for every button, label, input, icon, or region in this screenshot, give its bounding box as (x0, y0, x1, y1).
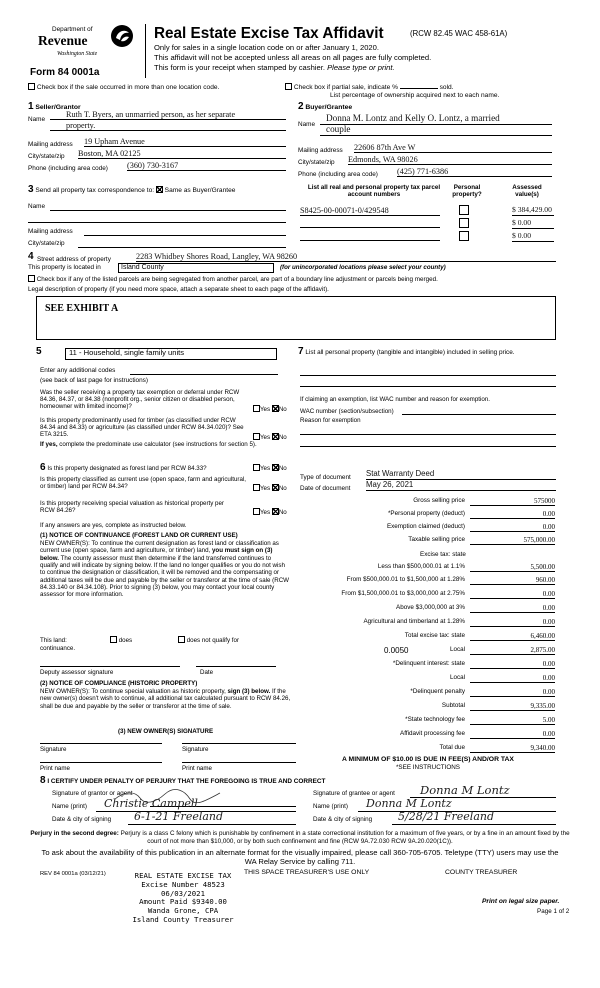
wac-label: WAC number (section/subsection) (300, 408, 394, 415)
fee-subtotal-value[interactable]: 9,335.00 (470, 702, 555, 711)
stamp-line-3: 06/03/2021 (161, 888, 205, 898)
section7-label: List all personal property (tangible and intangible) included in selling price. (305, 349, 515, 356)
stamp-line-4: Amount Paid $9340.00 (139, 897, 227, 907)
fee-tier4-label: Above $3,000,000 at 3% (396, 604, 465, 611)
same-as-buyer-label: Same as Buyer/Grantee (164, 187, 236, 194)
street-label: Street address of property (37, 256, 111, 263)
doc-date-label: Date of document (300, 485, 351, 492)
notice2-title: (2) NOTICE OF COMPLIANCE (HISTORIC PROPERTY) (40, 680, 198, 687)
form-title: Real Estate Excise Tax Affidavit (154, 25, 384, 42)
rev-number: REV 84 0001a (03/12/21) (40, 871, 106, 877)
section6-q1-answer[interactable] (253, 464, 287, 472)
new-owner-print-2-label: Print name (182, 765, 212, 772)
treasurer-use-label: THIS SPACE TREASURER'S USE ONLY (244, 869, 370, 876)
minimum-note: A MINIMUM OF $10.00 IS DUE IN FEE(S) AND/OR TAX (342, 756, 514, 763)
section8-heading (40, 775, 325, 787)
q2-yes-label: Yes (260, 434, 271, 441)
section3-name[interactable] (50, 210, 286, 211)
fee-tier1-label: Less than $500,000.01 at 1.1% (377, 563, 465, 570)
fee-delinq-local-label: Local (449, 674, 465, 681)
personal-property-checkbox-2[interactable] (459, 231, 469, 241)
buyer-mail-label: Mailing address (298, 147, 343, 154)
fee-subtotal (300, 702, 555, 713)
fee-delinq-state (300, 660, 555, 671)
header-line3-text: This form is your receipt when stamped by cashier. (154, 63, 325, 72)
q1-yes-checkbox[interactable] (253, 405, 260, 412)
wac-number[interactable] (402, 414, 556, 415)
fee-local (300, 646, 555, 657)
buyer-name-line2[interactable]: couple (320, 124, 552, 136)
buyer-heading-no: 2 (298, 101, 304, 112)
land-does-label: does (118, 637, 133, 644)
fee-tier1-value[interactable]: 5,500.00 (470, 563, 555, 572)
deputy-date-label: Date (200, 669, 214, 676)
fee-tech-label: *State technology fee (405, 716, 465, 723)
section3-heading (28, 184, 235, 196)
buyer-city[interactable]: Edmonds, WA 98026 (348, 155, 552, 165)
perjury-text: Perjury is a class C felony which is punishable by confinement in a state correctional institution for a maximum of five years, or by a fine in an amount fixed by the court of not more than $10,000, or by both such confinement and fine (RCW 9A.72.030 RCW 9A.20.020(1C)). (120, 830, 570, 845)
seller-heading-label: Seller/Grantor (35, 104, 81, 111)
section3-mail[interactable] (84, 235, 286, 236)
header-line3 (154, 64, 395, 73)
stamp-line-6: Island County Treasurer (132, 914, 234, 924)
section8-no: 8 (40, 775, 46, 786)
land-does-not-check[interactable] (178, 636, 239, 644)
s6q2-no-label: No (278, 485, 287, 492)
local-rate: 0.0050 (384, 646, 409, 655)
grantor-date-city[interactable]: 6-1-21 Freeland (128, 811, 296, 825)
dept-line1: Department of (52, 26, 93, 33)
q1-yes-label: Yes (260, 406, 271, 413)
page-number: Page 1 of 2 (537, 908, 570, 915)
s6q3-yes-label: Yes (260, 509, 271, 516)
section6-q1 (40, 462, 207, 474)
fee-taxable (300, 536, 555, 547)
s6q1-yes-label: Yes (260, 465, 271, 472)
fee-delinq-penalty-value[interactable]: 0.00 (470, 688, 555, 697)
partial-sale-label: Check box if partial sale, indicate % (293, 84, 398, 91)
seller-mail-label: Mailing address (28, 141, 73, 148)
s6q1-no-checkbox[interactable] (272, 464, 279, 471)
notice2-body-b: sign (3) below. (227, 688, 271, 695)
buyer-phone[interactable]: (425) 771-6386 (397, 167, 552, 177)
list-pct-note: List percentage of ownership acquired next to each name. (330, 92, 500, 99)
same-as-buyer-checkbox[interactable] (156, 186, 163, 193)
multi-location-check[interactable] (28, 83, 219, 92)
personal-property-checkbox-1[interactable] (459, 218, 469, 228)
section6-if-any: If any answers are yes, complete as instructed below. (40, 522, 187, 529)
doc-date[interactable]: May 26, 2021 (366, 481, 556, 491)
section5-q1-answer[interactable] (253, 405, 287, 413)
personal-property-checkbox-0[interactable] (459, 205, 469, 215)
state-name: Washington State (57, 51, 98, 57)
buyer-name-label: Name (298, 121, 316, 128)
section3-label: Send all property tax correspondence to: (35, 187, 155, 194)
section6-q2: Is this property classified as current use (open space, farm and agricultural, or timber) land per RCW 84.34? (40, 476, 247, 491)
new-owner-signature-2[interactable] (182, 743, 296, 744)
fee-local-value[interactable]: 2,875.00 (470, 646, 555, 655)
section7-heading (298, 346, 556, 358)
partial-sale-check[interactable] (285, 83, 454, 92)
legal-paper-note: Print on legal size paper. (482, 898, 560, 905)
fee-affidavit-label: Affidavit processing fee (400, 730, 465, 737)
reason-line-2[interactable] (300, 446, 556, 447)
personal-property-line-1[interactable] (300, 375, 556, 376)
buyer-heading-label: Buyer/Grantee (305, 104, 353, 111)
segregate-check[interactable] (28, 275, 438, 283)
fee-exemption (300, 523, 555, 534)
land-does-not-checkbox[interactable] (178, 636, 185, 643)
new-owner-signature-2-label: Signature (182, 746, 209, 753)
fee-total-due (300, 744, 555, 755)
availability-notice: To ask about the availability of this publication in an alternate format for the visually impaired, please call 360-705-6705. Teletype (TTY) users may use the WA Relay Service by calling 711. (41, 848, 559, 867)
q1-no-checkbox[interactable] (272, 405, 279, 412)
reason-label: Reason for exemption (300, 417, 361, 424)
seller-heading-no: 1 (28, 101, 34, 112)
section8-certify: I CERTIFY UNDER PENALTY OF PERJURY THAT THE FOREGOING IS TRUE AND CORRECT (47, 778, 326, 785)
s6q2-yes-label: Yes (260, 485, 271, 492)
perjury-heading: Perjury in the second degree: (30, 830, 119, 837)
segregate-label: Check box if any of the listed parcels are being segregated from another parcel, are part of a boundary line adjustment or parcels being merged. (36, 276, 438, 283)
fee-tier5-label: Agricultural and timberland at 1.28% (363, 618, 465, 625)
county-select[interactable]: Island County (118, 263, 274, 273)
header-line2: This affidavit will not be accepted unless all areas on all pages are fully completed. (154, 53, 432, 62)
fee-total-excise-label: Total excise tax: state (404, 632, 465, 639)
continuance-label: continuance. (40, 645, 76, 652)
section3-name-2[interactable] (28, 222, 286, 223)
s6q1-no-label: No (278, 465, 287, 472)
doc-type-label: Type of document (300, 474, 351, 481)
fee-total-excise-value[interactable]: 6,460.00 (470, 632, 555, 641)
seller-name-line2[interactable]: property. (50, 121, 286, 131)
s6q3-no-checkbox[interactable] (272, 508, 279, 515)
located-label: This property is located in (28, 264, 101, 271)
fee-tier5-value[interactable]: 0.00 (470, 618, 555, 627)
grantee-name-label: Name (print) (313, 803, 348, 810)
fee-delinq-penalty (300, 688, 555, 699)
new-owner-signature-1[interactable] (40, 743, 162, 744)
notice1-body-c: The county assessor must then determine if the land transferred continues to qualify and will indicate by signing below. If the land no longer qualifies or you do not wish to continue the designation or classification, it will be removed and the compensating or additional taxes will be due and payable by the seller or transferor at the time of sale (RCW 84.33.140 or 84.34.108). Prior to signing (3) below, you may contact your local county assessor for more information. (40, 554, 290, 599)
wa-state-logo-icon (110, 24, 134, 48)
section3-mail-label: Mailing address (28, 228, 73, 235)
fee-tier4-value[interactable]: 0.00 (470, 604, 555, 613)
land-does-not-label: does not qualify for (186, 637, 240, 644)
fee-total-due-value[interactable]: 9,340.00 (470, 744, 555, 753)
dept-line2: Revenue (38, 33, 88, 48)
grantee-signature[interactable]: Donna M Lontz (410, 784, 556, 798)
section4-no: 4 (28, 251, 34, 262)
seller-name-label: Name (28, 116, 46, 123)
fee-personal-label: *Personal property (deduct) (387, 510, 465, 517)
s6q3-yes-checkbox[interactable] (253, 508, 260, 515)
q2-no-checkbox[interactable] (272, 433, 279, 440)
reason-line-1[interactable] (300, 434, 556, 435)
section5-q1: Was the seller receiving a property tax exemption or deferral under RCW 84.36, 84.37, or 84.38 (nonprofit org., senior citizen or disabled person, homeowner with limited income)? (40, 389, 240, 411)
additional-codes[interactable] (130, 374, 278, 375)
stamp-line-2: Excise Number 48523 (141, 879, 225, 889)
fee-taxable-value[interactable]: 575,000.00 (470, 536, 555, 545)
grantor-sig-label: Signature of grantor or agent (52, 790, 133, 797)
county-note: (for unincorporated locations please select your county) (280, 264, 446, 271)
fee-delinq-state-label: *Delinquent interest: state (392, 660, 465, 667)
fee-tier2-label: From $500,000.01 to $1,500,000 at 1.28% (346, 576, 465, 583)
section6-no: 6 (40, 462, 46, 473)
buyer-city-label: City/state/zip (298, 159, 335, 166)
notice2-body-a: NEW OWNER(S): To continue special valuation as historic property, (40, 688, 226, 695)
fee-gross (300, 497, 555, 508)
fee-gross-value[interactable]: 575000 (470, 497, 555, 506)
section6-q2-answer[interactable] (253, 484, 287, 492)
section5-q2-answer[interactable] (253, 433, 287, 441)
stamp-line-5: Wanda Grone, CPA (147, 906, 219, 915)
fee-total-due-label: Total due (439, 744, 465, 751)
seller-phone[interactable]: (360) 730-3167 (127, 161, 286, 171)
section7-no: 7 (298, 346, 304, 357)
land-does-checkbox[interactable] (110, 636, 117, 643)
treasurer-stamp (118, 872, 248, 925)
fee-delinq-state-value[interactable]: 0.00 (470, 660, 555, 669)
fee-tech-value[interactable]: 5.00 (470, 716, 555, 725)
assessed-value-1[interactable]: $ 0.00 (512, 219, 554, 229)
q1-no-label: No (278, 406, 287, 413)
deputy-date-line[interactable] (196, 666, 276, 667)
buyer-phone-label: Phone (including area code) (298, 171, 378, 178)
notice1-body-a: NEW OWNER(S): To continue the current designation as forest land or classification as current use (open space, farm and agriculture, or timber) land, (40, 540, 279, 555)
partial-sale-sold: sold. (439, 84, 454, 91)
assessed-value-2[interactable]: $ 0.00 (512, 232, 554, 242)
fee-affidavit-value[interactable]: 0.00 (470, 730, 555, 739)
section5-q2: Is this property predominantly used for timber (as classified under RCW 84.34 and 84.33) or agriculture (as classified under RCW 84.34.020)? See ETA 3215. (40, 417, 244, 439)
partial-sale-checkbox[interactable] (285, 83, 292, 90)
personal-property-line-2[interactable] (300, 386, 556, 387)
parcel-number-2[interactable] (300, 232, 440, 241)
notice3-title: (3) NEW OWNER(S) SIGNATURE (118, 728, 214, 735)
new-owner-print-1-label: Print name (40, 765, 70, 772)
grantor-name-print[interactable]: Christie Campell (96, 798, 296, 812)
new-owner-signature-1-label: Signature (40, 746, 67, 753)
section5-q2-if (40, 441, 280, 448)
section6-q3-answer[interactable] (253, 508, 287, 516)
fee-tier3 (300, 590, 555, 601)
parcel-number-1[interactable] (300, 219, 440, 228)
fee-tier5 (300, 618, 555, 629)
fee-tech (300, 716, 555, 727)
buyer-mail[interactable]: 22606 87th Ave W (354, 143, 552, 153)
fee-tier4 (300, 604, 555, 615)
section6-q1-text: Is this property designated as forest land per RCW 84.33? (47, 465, 207, 472)
seller-name-line1[interactable]: Ruth T. Byers, an unmarried person, as her separate (50, 110, 286, 120)
grantor-date-label: Date & city of signing (52, 816, 112, 823)
parcels-col3: Assessed value(s) (512, 184, 542, 199)
buyer-name-line1[interactable]: Donna M. Lontz and Kelly O. Lontz, a married (320, 113, 552, 125)
seller-city-label: City/state/zip (28, 153, 65, 160)
q2-yes-checkbox[interactable] (253, 433, 260, 440)
perjury-notice (30, 830, 570, 845)
fee-local-label: Local (449, 646, 465, 653)
fee-delinq-local-value[interactable]: 0.00 (470, 674, 555, 683)
q2-if-text: complete the predominate use calculator (see instructions for section 5). (59, 441, 257, 448)
partial-sale-pct[interactable] (400, 88, 438, 89)
parcel-number-0[interactable]: S8425-00-00071-0/429548 (300, 206, 440, 216)
grantee-sig-label: Signature of grantee or agent (313, 790, 395, 797)
q2-if-yes: If yes, (40, 441, 58, 448)
grantee-date-city[interactable]: 5/28/21 Freeland (392, 811, 556, 825)
fee-tier3-label: From $1,500,000.01 to $3,000,000 at 2.75% (341, 590, 465, 597)
fee-exemption-value[interactable]: 0.00 (470, 523, 555, 532)
see-back-note: (see back of last page for instructions) (40, 377, 148, 384)
legal-description-text: SEE EXHIBIT A (45, 303, 119, 314)
section6-q3: Is this property receiving special valuation as historical property per RCW 84.26? (40, 500, 224, 515)
s6q1-yes-checkbox[interactable] (253, 464, 260, 471)
section3-name-label: Name (28, 203, 46, 210)
parcels-col2: Personal property? (452, 184, 482, 199)
grantor-name-label: Name (print) (52, 803, 87, 810)
s6q2-yes-checkbox[interactable] (253, 484, 260, 491)
dor-logo (30, 22, 148, 64)
fee-delinq-local (300, 674, 555, 685)
deputy-signature-label: Deputy assessor signature (40, 669, 114, 676)
fee-tier3-value[interactable]: 0.00 (470, 590, 555, 599)
county-treasurer-label: COUNTY TREASURER (445, 869, 518, 876)
property-street[interactable]: 2283 Whidbey Shores Road, Langley, WA 98260 (136, 252, 556, 262)
fee-total-excise (300, 632, 555, 643)
seller-city[interactable]: Boston, MA 02125 (78, 149, 286, 159)
notice2-body (40, 688, 292, 710)
fee-tier1 (300, 563, 555, 574)
segregate-checkbox[interactable] (28, 275, 35, 282)
notice1-body (40, 540, 290, 599)
notice2-body-c: If the new owner(s) doesn't wish to continue, all additional tax calculated pursuant to RCW 84.26, shall be due and payable by the seller or transferor at the time of sale. (40, 688, 291, 710)
q2-no-label: No (278, 434, 287, 441)
header-line3-italic: Please type or print. (327, 63, 395, 72)
fee-taxable-label: Taxable selling price (408, 536, 465, 543)
see-instructions-note: *SEE INSTRUCTIONS (395, 764, 461, 771)
fee-personal (300, 510, 555, 521)
s6q2-no-checkbox[interactable] (272, 484, 279, 491)
fee-gross-label: Gross selling price (413, 497, 465, 504)
exemption-note: If claiming an exemption, list WAC number and reason for exemption. (300, 396, 490, 403)
fee-delinq-penalty-label: *Delinquent penalty (410, 688, 465, 695)
additional-codes-label: Enter any additional codes (40, 367, 116, 374)
grantee-name-print[interactable]: Donna M Lontz (358, 798, 556, 812)
stamp-line-1: REAL ESTATE EXCISE TAX (134, 871, 232, 880)
assessed-value-0[interactable]: $ 384,429.00 (512, 206, 554, 216)
new-owner-print-1[interactable] (40, 762, 162, 763)
notice1-body-b: you must sign on (3) below. (40, 547, 273, 562)
header-line1: Only for sales in a single location code on or after January 1, 2020. (154, 43, 379, 52)
fee-tier2-value[interactable]: 960.00 (470, 576, 555, 585)
deputy-signature-line[interactable] (40, 666, 180, 667)
form-number: Form 84 0001a (30, 67, 100, 78)
grantee-date-label: Date & city of signing (313, 816, 373, 823)
s6q3-no-label: No (278, 509, 287, 516)
notice1-title: (1) NOTICE OF CONTINUANCE (FOREST LAND OR CURRENT USE) (40, 532, 238, 539)
fee-exemption-label: Exemption claimed (deduct) (386, 523, 465, 530)
section5-no: 5 (36, 346, 42, 357)
buyer-heading (298, 101, 352, 113)
legal-description[interactable] (36, 296, 556, 340)
form-rcw: (RCW 82.45 WAC 458-61A) (410, 29, 508, 38)
multi-location-label: Check box if the sale occurred in more than one location code. (36, 84, 220, 91)
new-owner-print-2[interactable] (182, 762, 296, 763)
section3-city-label: City/state/zip (28, 240, 65, 247)
land-does-check[interactable] (110, 636, 132, 644)
fee-affidavit (300, 730, 555, 741)
excise-state-label: Excise tax: state (420, 551, 466, 558)
section3-no: 3 (28, 184, 34, 195)
legal-label: Legal description of property (if you need more space, attach a separate sheet to each page of the affidavit). (28, 286, 329, 293)
parcels-col1: List all real and personal property tax parcel account numbers (307, 184, 441, 199)
seller-mail[interactable]: 19 Upham Avenue (84, 137, 286, 147)
fee-subtotal-label: Subtotal (441, 702, 465, 709)
multi-location-checkbox[interactable] (28, 83, 35, 90)
land-use-code[interactable]: 11 - Household, single family units (65, 348, 277, 360)
section3-city[interactable] (78, 247, 286, 248)
seller-phone-label: Phone (including area code) (28, 165, 108, 172)
fee-tier2 (300, 576, 555, 587)
fee-personal-value[interactable]: 0.00 (470, 510, 555, 519)
doc-type[interactable]: Stat Warranty Deed (366, 470, 556, 480)
this-land-label: This land: (40, 637, 67, 644)
